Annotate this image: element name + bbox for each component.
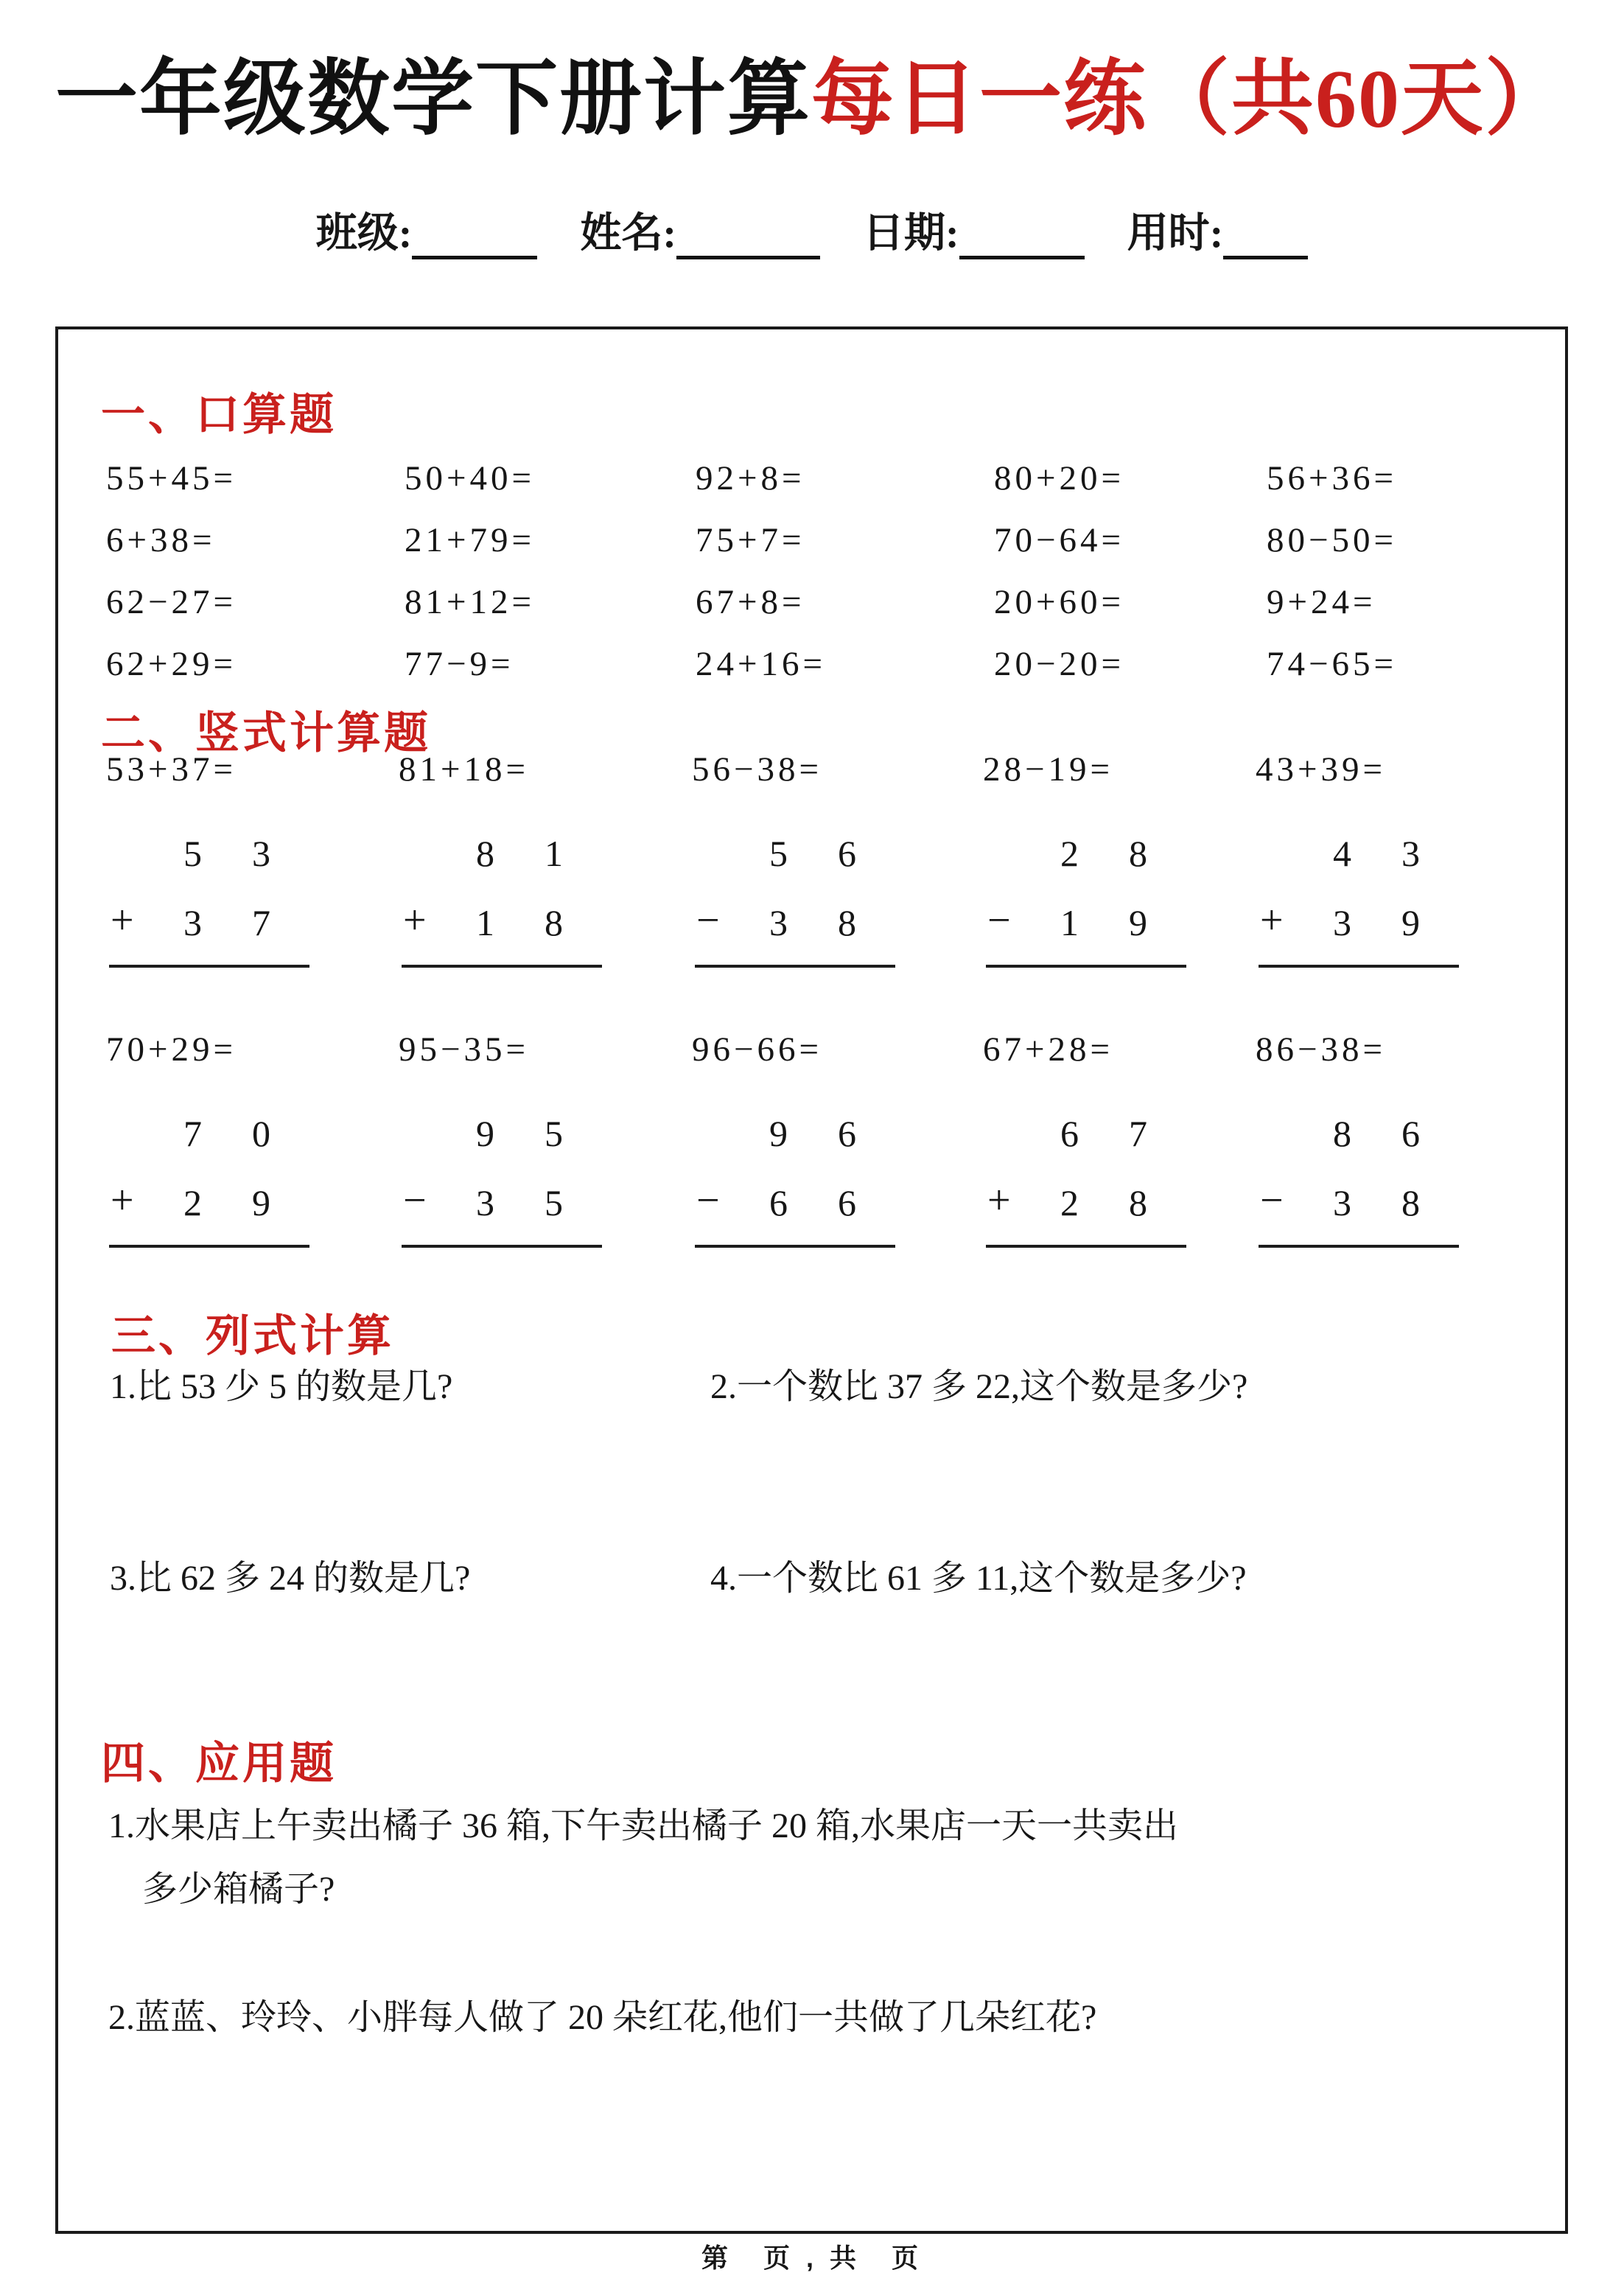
vertical-expr: 28−19= <box>983 750 1114 789</box>
answer-line <box>1259 965 1459 968</box>
vertical-top-number: 43 <box>1333 833 1470 874</box>
vertical-expr: 67+28= <box>983 1030 1114 1069</box>
answer-line <box>402 965 602 968</box>
oral-problem: 92+8= <box>696 459 805 497</box>
operator-sign: + <box>111 1178 134 1223</box>
vertical-problem <box>106 1030 399 1248</box>
oral-problem: 70−64= <box>994 521 1125 559</box>
answer-line <box>986 1245 1186 1248</box>
answer-line <box>109 1245 309 1248</box>
vertical-top-number: 95 <box>476 1113 613 1154</box>
vertical-bottom-number: − 38 <box>696 898 906 943</box>
expression-problem: 2.一个数比 37 多 22,这个数是多少? <box>710 1367 1248 1406</box>
expression-problem: 4.一个数比 61 多 11,这个数是多少? <box>710 1559 1247 1598</box>
answer-line <box>109 965 309 968</box>
oral-problem: 81+12= <box>405 583 536 621</box>
oral-problem: 80−50= <box>1267 521 1398 559</box>
date-label: 日期: <box>863 211 959 256</box>
section-heading-expression: 三、列式计算 <box>111 1312 394 1360</box>
vertical-expr: 95−35= <box>399 1030 530 1069</box>
class-label: 班级: <box>315 211 413 256</box>
page-title <box>0 32 1624 151</box>
vertical-bottom-number: − 66 <box>696 1178 906 1223</box>
oral-problem: 62−27= <box>106 583 237 621</box>
oral-problem: 20−20= <box>994 645 1125 683</box>
expression-problems-grid <box>110 1358 1532 1741</box>
name-label: 姓名: <box>580 211 676 256</box>
vertical-problems-row-1 <box>106 750 1528 968</box>
operator-sign: + <box>403 898 427 943</box>
time-label: 用时: <box>1127 211 1224 256</box>
oral-problem: 74−65= <box>1267 645 1398 683</box>
worksheet-body-box <box>55 326 1568 2234</box>
vertical-bottom-number: + 18 <box>403 898 613 943</box>
vertical-problem <box>106 750 399 968</box>
vertical-top-number: 86 <box>1333 1113 1470 1154</box>
vertical-bottom-number: + 28 <box>987 1178 1197 1223</box>
page-footer: 第 页 , 共 页 <box>701 2243 923 2273</box>
time-blank <box>1223 212 1308 259</box>
word-problem-2-line-1: 2.蓝蓝、玲玲、小胖每人做了 20 朵红花,他们一共做了几朵红花? <box>108 1998 1097 2037</box>
oral-problem: 67+8= <box>696 583 805 621</box>
vertical-problem <box>692 1030 983 1248</box>
vertical-top-number: 70 <box>183 1113 321 1154</box>
vertical-problem <box>983 750 1256 968</box>
word-problem-1 <box>108 1795 1541 1922</box>
vertical-expr: 53+37= <box>106 750 237 789</box>
vertical-problem <box>399 750 692 968</box>
oral-problem: 6+38= <box>106 521 216 559</box>
date-blank <box>959 212 1085 259</box>
vertical-bottom-number: − 38 <box>1260 1178 1470 1223</box>
operator-sign: − <box>696 1178 720 1223</box>
oral-problem: 9+24= <box>1267 583 1376 621</box>
vertical-problem <box>1256 1030 1528 1248</box>
oral-problem: 55+45= <box>106 459 237 497</box>
operator-sign: + <box>111 898 134 943</box>
vertical-expr: 96−66= <box>692 1030 823 1069</box>
operator-sign: − <box>696 898 720 943</box>
vertical-top-number: 81 <box>476 833 613 874</box>
oral-problem: 24+16= <box>696 645 827 683</box>
vertical-problem <box>692 750 983 968</box>
vertical-problem <box>983 1030 1256 1248</box>
section-heading-word: 四、应用题 <box>101 1739 337 1788</box>
answer-line <box>986 965 1186 968</box>
oral-problem: 56+36= <box>1267 459 1398 497</box>
operator-sign: + <box>1260 898 1284 943</box>
oral-problem: 77−9= <box>405 645 514 683</box>
vertical-expr: 70+29= <box>106 1030 237 1069</box>
oral-problems-grid <box>106 458 1528 706</box>
name-blank <box>676 212 820 259</box>
vertical-problem <box>399 1030 692 1248</box>
answer-line <box>402 1245 602 1248</box>
operator-sign: − <box>1260 1178 1284 1223</box>
vertical-top-number: 28 <box>1060 833 1197 874</box>
word-problem-1-line-1: 1.水果店上午卖出橘子 36 箱,下午卖出橘子 20 箱,水果店一天一共卖出 <box>108 1806 1179 1845</box>
oral-problem: 50+40= <box>405 459 536 497</box>
oral-problem: 21+79= <box>405 521 536 559</box>
vertical-expr: 43+39= <box>1256 750 1387 789</box>
vertical-expr: 86−38= <box>1256 1030 1387 1069</box>
answer-line <box>1259 1245 1459 1248</box>
vertical-bottom-number: − 35 <box>403 1178 613 1223</box>
vertical-top-number: 96 <box>769 1113 906 1154</box>
oral-problem: 62+29= <box>106 645 237 683</box>
oral-problem: 75+7= <box>696 521 805 559</box>
answer-line <box>695 965 895 968</box>
vertical-expr: 81+18= <box>399 750 530 789</box>
answer-line <box>695 1245 895 1248</box>
class-field <box>316 211 538 256</box>
page-title-black: 一年级数学下册计算 <box>55 54 811 145</box>
word-problem-1-line-2: 多少箱橘子? <box>142 1870 335 1910</box>
vertical-top-number: 56 <box>769 833 906 874</box>
vertical-bottom-number: + 39 <box>1260 898 1470 943</box>
class-blank <box>412 212 537 259</box>
vertical-top-number: 67 <box>1060 1113 1197 1154</box>
vertical-bottom-number: + 37 <box>111 898 321 943</box>
vertical-problem <box>1256 750 1528 968</box>
word-problem-2 <box>108 1986 1541 2050</box>
vertical-problems-row-2 <box>106 1030 1528 1248</box>
vertical-bottom-number: − 19 <box>987 898 1197 943</box>
expression-problem: 1.比 53 少 5 的数是几? <box>110 1367 453 1406</box>
oral-problem: 20+60= <box>994 583 1125 621</box>
section-heading-vertical: 二、竖式计算题 <box>101 709 431 758</box>
operator-sign: + <box>987 1178 1011 1223</box>
section-heading-oral: 一、口算题 <box>101 391 337 439</box>
vertical-expr: 56−38= <box>692 750 823 789</box>
expression-problem: 3.比 62 多 24 的数是几? <box>110 1559 471 1598</box>
vertical-top-number: 53 <box>183 833 321 874</box>
page-title-red: 每日一练（共60天） <box>811 54 1569 145</box>
vertical-bottom-number: + 29 <box>111 1178 321 1223</box>
time-field <box>1127 211 1309 256</box>
date-field <box>863 211 1085 256</box>
name-field <box>580 211 820 256</box>
operator-sign: − <box>987 898 1011 943</box>
student-info-line <box>0 200 1624 259</box>
oral-problem: 80+20= <box>994 459 1125 497</box>
operator-sign: − <box>403 1178 427 1223</box>
